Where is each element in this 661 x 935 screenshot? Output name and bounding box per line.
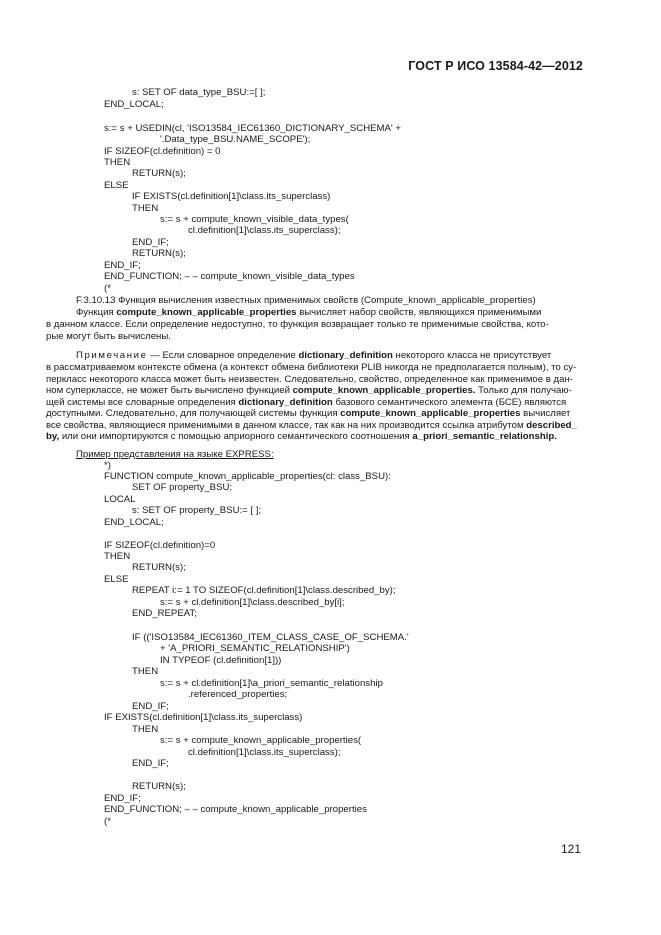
- document-header: ГОСТ Р ИСО 13584-42—2012: [408, 59, 583, 73]
- code-line: END_IF;: [104, 260, 141, 271]
- code-line: (*: [104, 816, 111, 827]
- code-line: s:= s + cl.definition[1]\class.described_by[i];: [160, 597, 345, 608]
- code-line: ELSE: [104, 574, 129, 585]
- code-line: END_IF;: [132, 237, 169, 248]
- code-line: cl.definition[1]\class.its_superclass);: [188, 225, 341, 236]
- code-line: THEN: [132, 203, 159, 214]
- code-line: END_FUNCTION; – – compute_known_applicable_properties: [104, 804, 367, 815]
- code-line: + 'A_PRIORI_SEMANTIC_RELATIONSHIP'): [160, 643, 350, 654]
- note-line: доступными. Следовательно, для получающей системы функция compute_known_applicable_properties вычисляет: [46, 408, 571, 419]
- note-line: by, или они импортируются с помощью априорного семантического соотношения a_priori_semantic_relationship.: [46, 431, 557, 442]
- note-line: Примечание — Если словарное определение dictionary_definition некоторого класса не присутствует: [76, 350, 552, 361]
- code-line: RETURN(s);: [132, 168, 186, 179]
- code-line: RETURN(s);: [132, 781, 186, 792]
- code-line: IF SIZEOF(cl.definition)=0: [104, 540, 216, 551]
- code-line: REPEAT i:= 1 TO SIZEOF(cl.definition[1]\class.described_by);: [132, 585, 396, 596]
- code-line: cl.definition[1]\class.its_superclass);: [188, 747, 341, 758]
- code-line: END_IF;: [132, 701, 169, 712]
- code-line: RETURN(s);: [132, 562, 186, 573]
- code-line: IF EXISTS(cl.definition[1]\class.its_superclass): [104, 712, 303, 723]
- code-line: IF (('ISO13584_IEC61360_ITEM_CLASS_CASE_OF_SCHEMA.': [132, 632, 409, 643]
- code-line: END_FUNCTION; – – compute_known_visible_data_types: [104, 271, 355, 282]
- code-line: s:= s + compute_known_visible_data_types(: [160, 214, 349, 225]
- code-line: .referenced_properties;: [188, 689, 288, 700]
- note-label: Примечание: [76, 350, 148, 361]
- code-line: END_IF;: [132, 758, 169, 769]
- code-line: s:= s + compute_known_applicable_properties(: [160, 735, 362, 746]
- code-line: s: SET OF property_BSU:= [ ];: [132, 505, 262, 516]
- code-line: END_IF;: [104, 793, 141, 804]
- code-line: s: SET OF data_type_BSU:=[ ];: [132, 87, 266, 98]
- code-line: *): [104, 460, 111, 471]
- code-line: s:= s + cl.definition[1]\a_priori_semantic_relationship: [160, 678, 383, 689]
- paragraph-line: рые могут быть вычислены.: [46, 331, 171, 342]
- note-line: перкласс некоторого класса может быть неизвестен. Следовательно, свойство, определенное как применимое в дан-: [46, 374, 573, 385]
- code-line: END_LOCAL;: [104, 517, 164, 528]
- note-line: щей системы все словарные определения dictionary_definition базового семантического элемента (БСЕ) являются: [46, 397, 567, 408]
- paragraph-line: Функция compute_known_applicable_properties вычисляет набор свойств, являющихся применимыми: [76, 307, 542, 318]
- code-line: '.Data_type_BSU.NAME_SCOPE');: [160, 134, 311, 145]
- code-line: THEN: [104, 157, 131, 168]
- code-line: (*: [104, 283, 111, 294]
- code-line: END_REPEAT;: [132, 608, 197, 619]
- code-line: ELSE: [104, 180, 129, 191]
- code-line: IF SIZEOF(cl.definition) = 0: [104, 146, 221, 157]
- code-line: LOCAL: [104, 494, 136, 505]
- note-line: все свойства, являющиеся применимыми в данном классе, так как на них производится ссылка атрибутом described_: [46, 420, 577, 431]
- code-line: IN TYPEOF (cl.definition[1])): [160, 655, 282, 666]
- code-line: THEN: [104, 551, 131, 562]
- code-line: END_LOCAL;: [104, 99, 164, 110]
- code-line: SET OF property_BSU;: [132, 482, 233, 493]
- page-number: 121: [560, 842, 581, 856]
- note-line: в рассматриваемом контексте обмена (а контекст обмена библиотеки PLIB никогда не предполагается полным), то су-: [46, 362, 577, 373]
- code-line: THEN: [132, 724, 159, 735]
- note-line: ном суперклассе, не может быть вычислено функцией compute_known_applicable_properties. Только для получаю-: [46, 385, 572, 396]
- code-line: THEN: [132, 666, 159, 677]
- code-line: FUNCTION compute_known_applicable_properties(cl: class_BSU):: [104, 471, 391, 482]
- section-heading: F.3.10.13 Функция вычисления известных применимых свойств (Compute_known_applicable_properties): [76, 295, 536, 306]
- code-line: s:= s + USEDIN(cl, 'ISO13584_IEC61360_DICTIONARY_SCHEMA' +: [104, 123, 402, 134]
- example-label: Пример представления на языке EXPRESS:: [76, 449, 274, 460]
- paragraph-line: в данном классе. Если определение недоступно, то функция возвращает только те применимые свойства, кото-: [46, 319, 549, 330]
- code-line: RETURN(s);: [132, 248, 186, 259]
- code-line: IF EXISTS(cl.definition[1]\class.its_superclass): [132, 191, 331, 202]
